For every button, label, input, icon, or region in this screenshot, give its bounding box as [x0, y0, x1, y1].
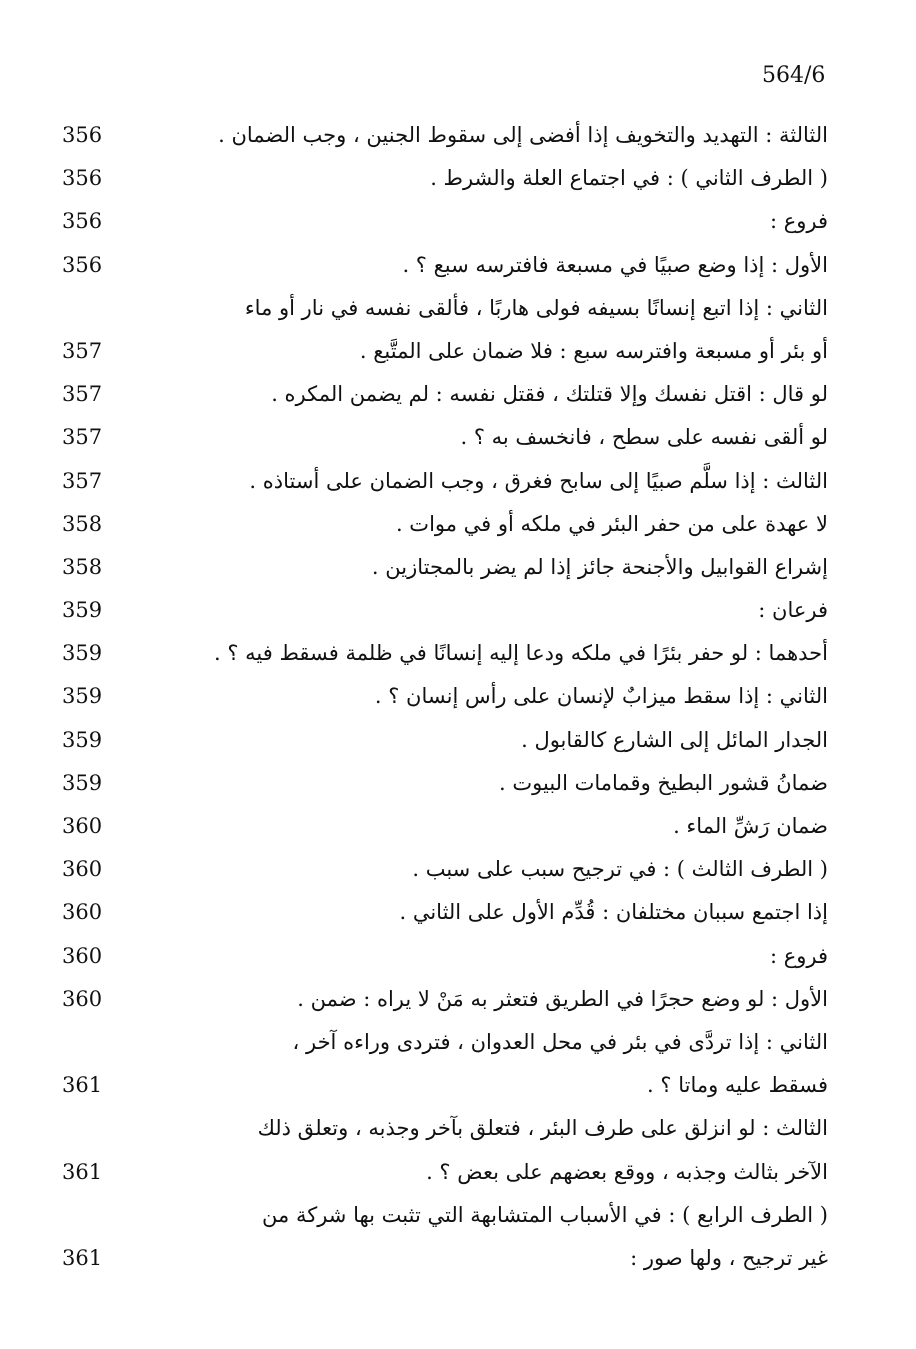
- entry-page-number: 357: [62, 425, 103, 450]
- index-entry: [0, 675, 916, 718]
- entry-text: غير ترجيح ، ولها صور :: [630, 1245, 828, 1270]
- entry-text: فسقط عليه وماتا ؟ .: [647, 1073, 828, 1098]
- entry-text: الجدار المائل إلى الشارع كالقابول .: [521, 727, 828, 752]
- entry-text: أو بئر أو مسبعة وافترسه سبع : فلا ضمان على المتَّبع .: [359, 338, 828, 363]
- entry-text: الثاني : إذا سقط ميزابٌ لإنسان على رأس إنسان ؟ .: [374, 684, 828, 709]
- entry-page-number: 356: [62, 123, 103, 147]
- entry-page-number: 360: [62, 943, 103, 968]
- page-reference: 564/6: [762, 63, 826, 88]
- index-entry: [0, 1237, 916, 1280]
- entry-text: ( الطرف الثالث ) : في ترجيح سبب على سبب .: [412, 857, 828, 882]
- entry-page-number: 360: [62, 814, 103, 838]
- index-entry: [0, 416, 916, 459]
- entry-page-number: 357: [62, 468, 103, 493]
- entry-text: الثاني : إذا اتبع إنسانًا بسيفه فولى هاربًا ، فألقى نفسه في نار أو ماء: [244, 295, 828, 320]
- index-entry: [0, 200, 916, 243]
- entry-page-number: 359: [62, 770, 103, 795]
- index-entry: [0, 114, 916, 157]
- entry-page-number: 356: [62, 252, 103, 277]
- entry-text: ( الطرف الثاني ) : في اجتماع العلة والشرط .: [430, 166, 828, 191]
- entry-page-number: 360: [62, 857, 103, 882]
- entry-text: الثالث : إذا سلَّم صبيًا إلى سابح فغرق ، وجب الضمان على أستاذه .: [249, 468, 828, 493]
- index-entry: [0, 1107, 916, 1150]
- entry-text: لا عهدة على من حفر البئر في ملكه أو في موات .: [395, 511, 828, 536]
- entry-text: فروع :: [769, 209, 828, 234]
- entry-text: إذا اجتمع سببان مختلفان : قُدِّم الأول على الثاني .: [399, 900, 828, 925]
- index-entry: [0, 373, 916, 416]
- entry-page-number: 358: [62, 511, 103, 536]
- entry-page-number: 360: [62, 986, 103, 1011]
- index-entry: [0, 460, 916, 503]
- entry-page-number: 361: [62, 1073, 103, 1098]
- entry-text: الثاني : إذا تردَّى في بئر في محل العدوان ، فتردى وراءه آخر ،: [292, 1029, 828, 1054]
- entry-text: الآخر بثالث وجذبه ، ووقع بعضهم على بعض ؟ .: [426, 1159, 828, 1184]
- index-entry: [0, 157, 916, 200]
- entry-text: فروع :: [769, 943, 828, 968]
- index-entry: [0, 1021, 916, 1064]
- entry-page-number: 361: [62, 1159, 103, 1184]
- entry-page-number: 356: [62, 166, 103, 191]
- entry-page-number: 358: [62, 554, 103, 579]
- index-entry: [0, 762, 916, 805]
- entry-text: ( الطرف الرابع ) : في الأسباب المتشابهة التي تثبت بها شركة من: [262, 1202, 828, 1227]
- index-entry: [0, 244, 916, 287]
- entry-page-number: 359: [62, 598, 103, 623]
- entry-page-number: 357: [62, 382, 103, 407]
- entry-text: أحدهما : لو حفر بئرًا في ملكه ودعا إليه إنسانًا في ظلمة فسقط فيه ؟ .: [214, 641, 828, 666]
- index-entry: [0, 805, 916, 848]
- entry-text: الأول : لو وضع حجرًا في الطريق فتعثر به مَنْ لا يراه : ضمن .: [297, 986, 828, 1011]
- entry-text: الثالثة : التهديد والتخويف إذا أفضى إلى سقوط الجنين ، وجب الضمان .: [218, 123, 828, 147]
- entry-text: ضمانُ قشور البطيخ وقمامات البيوت .: [499, 770, 828, 795]
- entry-page-number: 361: [62, 1245, 103, 1270]
- entry-text: إشراع القوابيل والأجنحة جائز إذا لم يضر بالمجتازين .: [371, 554, 828, 579]
- entry-page-number: 359: [62, 641, 103, 666]
- entry-text: فرعان :: [758, 598, 828, 623]
- entry-text: لو ألقى نفسه على سطح ، فانخسف به ؟ .: [460, 425, 828, 450]
- index-entry: [0, 546, 916, 589]
- entry-page-number: 359: [62, 684, 103, 709]
- entry-page-number: 356: [62, 209, 103, 234]
- index-entry: [0, 1194, 916, 1237]
- index-entry: [0, 589, 916, 632]
- index-entry: [0, 719, 916, 762]
- entry-text: لو قال : اقتل نفسك وإلا قتلتك ، فقتل نفسه : لم يضمن المكره .: [271, 382, 828, 407]
- index-entry: [0, 632, 916, 675]
- index-entry: [0, 1151, 916, 1194]
- index-entry: [0, 503, 916, 546]
- index-entry: [0, 848, 916, 891]
- entry-page-number: 359: [62, 727, 103, 752]
- index-entry: [0, 287, 916, 330]
- index-entry: [0, 935, 916, 978]
- entry-text: الثالث : لو انزلق على طرف البئر ، فتعلق بآخر وجذبه ، وتعلق ذلك: [257, 1116, 828, 1141]
- entry-page-number: 357: [62, 338, 103, 363]
- index-entry: [0, 978, 916, 1021]
- index-entry: [0, 330, 916, 373]
- entry-text: ضمان رَشِّ الماء .: [673, 814, 828, 838]
- index-entries: [0, 114, 916, 1280]
- entry-page-number: 360: [62, 900, 103, 925]
- entry-text: الأول : إذا وضع صبيًا في مسبعة فافترسه سبع ؟ .: [402, 252, 828, 277]
- index-entry: [0, 1064, 916, 1107]
- index-entry: [0, 891, 916, 934]
